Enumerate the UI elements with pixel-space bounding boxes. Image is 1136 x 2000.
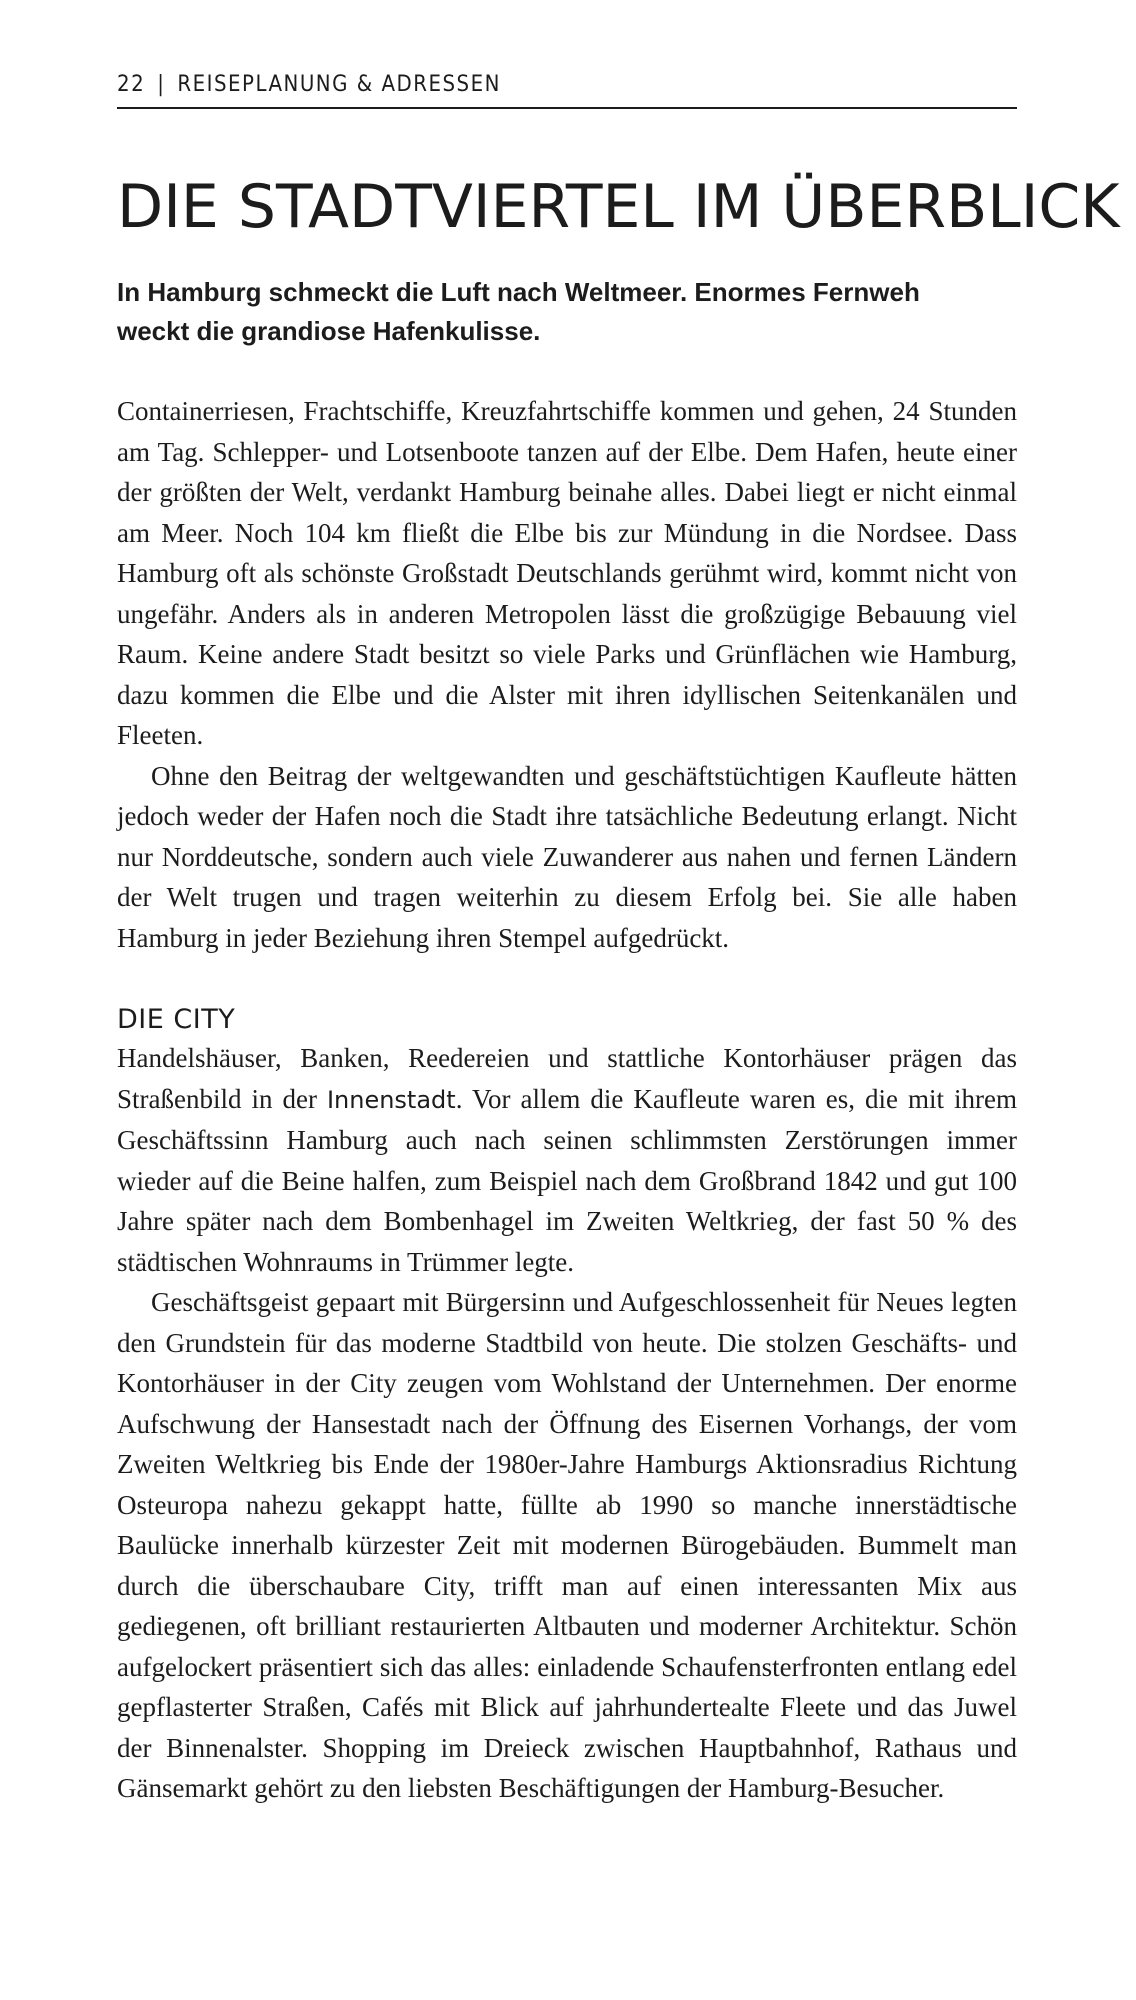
city-paragraph-2: Geschäftsgeist gepaart mit Bürgersinn und Aufgeschlossenheit für Neues legten den Grundstein für das moderne Stadtbild von heute. Die stolzen Geschäfts- und Kontorhäuser in der City zeugen vom Wohlstand der Unternehmen. Der enorme Aufschwung der Hansestadt nach der Öffnung des Eisernen Vorhangs, der vom Zweiten Weltkrieg bis Ende der 1980er-Jahre Hamburgs Aktionsradius Richtung Osteuropa nahezu gekappt hatte, füllte ab 1990 so manche innerstädtische Baulücke innerhalb kürzester Zeit mit modernen Bürogebäuden. Bummelt man durch die überschaubare City, trifft man auf einen interessanten Mix aus gediegenen, oft brilliant restaurierten Altbauten und moderner Architektur. Schön aufgelockert präsentiert sich das alles: einladende Schaufensterfronten entlang edel gepflasterter Straßen, Cafés mit Blick auf jahrhundertealte Fleete und das Juwel der Binnenalster. Shopping im Dreieck zwischen Hauptbahnhof, Rathaus und Gänsemarkt gehört zu den liebsten Beschäftigungen der Hamburg-Besucher. — [117, 1287, 1017, 1803]
innenstadt-highlight: Innenstadt — [326, 1085, 456, 1114]
chapter-title: DIE STADTVIERTEL IM ÜBERBLICK — [117, 172, 1120, 242]
header-separator: | — [157, 72, 166, 97]
chapter-lead: In Hamburg schmeckt die Luft nach Weltmeer. Enormes Fernweh weckt die grandiose Hafenkulisse. — [117, 277, 920, 346]
city-p1-text-after: . Vor allem die Kaufleute waren es, die mit ihrem Geschäftssinn Hamburg auch nach seinen schlimmsten Zerstörungen immer wieder auf die Beine halfen, zum Beispiel nach dem Großbrand 1842 und gut 100 Jahre später nach dem Bombenhagel im Zweiten Weltkrieg, der fast 50 % des städtischen Wohnraums in Trümmer legte. — [117, 1083, 1017, 1277]
city-paragraph-1 — [117, 1038, 1017, 1282]
intro-paragraph-2: Ohne den Beitrag der weltgewandten und geschäftstüchtigen Kaufleute hätten jedoch weder der Hafen noch die Stadt ihre tatsächliche Bedeutung erlangt. Nicht nur Norddeutsche, sondern auch viele Zuwanderer aus nahen und fernen Ländern der Welt trugen und tragen weiterhin zu diesem Erfolg bei. Sie alle haben Hamburg in jeder Beziehung ihren Stempel aufgedrückt. — [117, 760, 1017, 953]
intro-paragraph-1: Containerriesen, Frachtschiffe, Kreuzfahrtschiffe kommen und gehen, 24 Stunden am Tag. Schlepper- und Lotsenboote tanzen auf der Elbe. Dem Hafen, heute einer der größten der Welt, verdankt Hamburg beinahe alles. Dabei liegt er nicht einmal am Meer. Noch 104 km fließt die Elbe bis zur Mündung in die Nordsee. Dass Hamburg oft als schönste Großstadt Deutschlands gerühmt wird, kommt nicht von ungefähr. Anders als in anderen Metropolen lässt die großzügige Bebauung viel Raum. Keine andere Stadt besitzt so viele Parks und Grünflächen wie Hamburg, dazu kommen die Elbe und die Alster mit ihren idyllischen Seitenkanälen und Fleeten. — [117, 396, 1017, 750]
page-number: 22 — [117, 72, 146, 97]
running-header — [117, 72, 1017, 109]
section-heading-city: DIE CITY — [117, 1004, 236, 1035]
intro-text — [117, 391, 1017, 958]
section-title: REISEPLANUNG & ADRESSEN — [177, 72, 501, 97]
book-page — [117, 72, 1120, 1809]
city-text — [117, 1038, 1017, 1809]
city-p1-text-before: Handelshäuser, Banken, Reedereien und stattliche Kontorhäuser prägen das Straßenbild in der — [117, 1043, 1017, 1114]
